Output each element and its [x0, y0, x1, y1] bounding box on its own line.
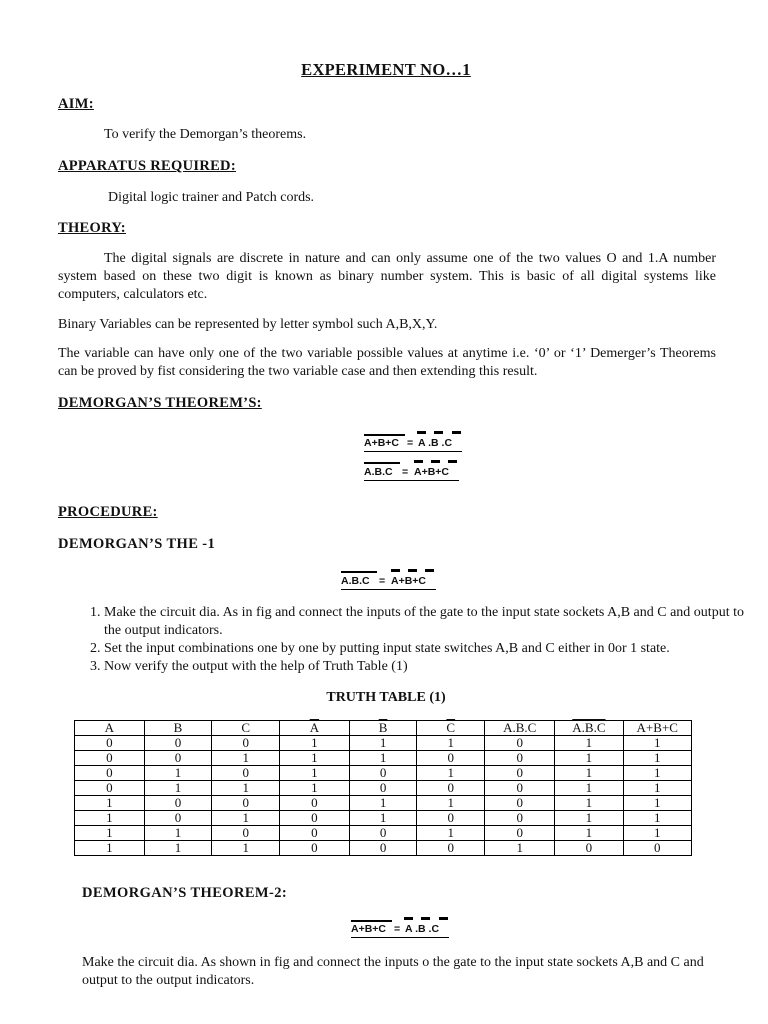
- table-cell: 1: [349, 751, 417, 766]
- procedure-subheading-text: DEMORGAN’S THE -1: [58, 536, 216, 552]
- table-cell: 1: [144, 766, 212, 781]
- table-cell: 1: [417, 736, 485, 751]
- table-cell: 0: [144, 796, 212, 811]
- table-row: [75, 781, 692, 796]
- theorem-2-text: Make the circuit dia. As shown in fig and connect the inputs o the gate to the input state sockets A,B and C and output to the output indicators.: [82, 955, 704, 988]
- table-cell: 1: [280, 736, 350, 751]
- table-row: [75, 736, 692, 751]
- overbar: [439, 917, 448, 920]
- table-cell: 1: [349, 811, 417, 826]
- table-cell: 1: [623, 796, 691, 811]
- overbar: [434, 431, 443, 434]
- table-cell: 1: [417, 766, 485, 781]
- aim-heading: AIM:: [58, 96, 94, 112]
- procedure-step: 1. Make the circuit dia. As in fig and connect the inputs of the gate to the input state sockets A,B and C and output to the output indicators.: [104, 604, 764, 640]
- table-cell: 0: [280, 796, 350, 811]
- table-cell: 0: [212, 766, 280, 781]
- table-cell: 0: [280, 811, 350, 826]
- overbar: [408, 569, 417, 572]
- overbar: [417, 431, 426, 434]
- header-label: A.B.C: [572, 720, 606, 735]
- table-cell: 0: [75, 751, 145, 766]
- equation-rhs: A .B .C: [405, 923, 440, 935]
- table-cell: 1: [75, 811, 145, 826]
- table-cell: 0: [144, 811, 212, 826]
- table-cell: 0: [144, 736, 212, 751]
- header-label: $\overline{B}$: [378, 720, 388, 735]
- equation-underline: [341, 589, 436, 590]
- table-cell: 1: [417, 826, 485, 841]
- table-cell: 1: [280, 781, 350, 796]
- table-cell: 0: [280, 826, 350, 841]
- table-cell: 0: [485, 766, 555, 781]
- table-cell: 0: [75, 781, 145, 796]
- procedure-step: 3. Now verify the output with the help of Truth Table (1): [104, 658, 764, 676]
- theorems-heading: DEMORGAN’S THEOREM’S:: [58, 395, 262, 411]
- table-cell: 1: [280, 751, 350, 766]
- truth-table-caption: TRUTH TABLE (1): [326, 690, 446, 705]
- table-cell: 1: [555, 736, 623, 751]
- table-cell: 1: [280, 766, 350, 781]
- theorem-2-heading: DEMORGAN’S THEOREM-2:: [82, 885, 288, 901]
- table-cell: 0: [212, 796, 280, 811]
- table-row: [75, 796, 692, 811]
- table-cell: 1: [555, 781, 623, 796]
- table-cell: 0: [417, 751, 485, 766]
- table-cell: 1: [144, 841, 212, 856]
- theory-paragraph-1: The digital signals are discrete in nature and can only assume one of the two values O and 1.A number system based on these two digit is known as binary number system. This is basic of all digital systems like computers, calculators etc.: [58, 251, 716, 302]
- table-cell: 1: [555, 811, 623, 826]
- table-cell: 1: [212, 751, 280, 766]
- overbar: [351, 920, 392, 922]
- equals-sign: =: [394, 923, 401, 935]
- table-cell: 0: [485, 811, 555, 826]
- table-cell: 1: [555, 766, 623, 781]
- table-cell: 1: [555, 826, 623, 841]
- overbar: [364, 434, 405, 436]
- procedure-steps: [58, 604, 764, 676]
- overbar: [414, 460, 423, 463]
- table-header-row: [75, 721, 692, 736]
- table-cell: 0: [485, 736, 555, 751]
- column-header-b: [144, 721, 212, 736]
- table-cell: 0: [349, 766, 417, 781]
- table-cell: 1: [623, 826, 691, 841]
- table-cell: 0: [417, 841, 485, 856]
- theory-paragraph-3: The variable can have only one of the two variable possible values at anytime i.e. ‘0’ or ‘1’ Demerger’s Theorems can be proved by fist considering the two variable case and then extending this result.: [58, 346, 716, 379]
- column-header-c-complement: [417, 721, 485, 736]
- table-cell: 0: [280, 841, 350, 856]
- column-header-a-complement: [280, 721, 350, 736]
- equation-lhs: A+B+C: [364, 437, 400, 449]
- overbar: [452, 431, 461, 434]
- header-label: A.B.C: [503, 720, 537, 735]
- table-cell: 0: [349, 826, 417, 841]
- overbar: [431, 460, 440, 463]
- table-cell: 1: [349, 796, 417, 811]
- table-cell: 0: [623, 841, 691, 856]
- table-cell: 1: [485, 841, 555, 856]
- theory-heading: THEORY:: [58, 220, 126, 236]
- table-cell: 1: [75, 796, 145, 811]
- table-cell: 0: [417, 811, 485, 826]
- table-cell: 1: [623, 811, 691, 826]
- equation-lhs: A.B.C: [364, 466, 393, 478]
- table-cell: 0: [75, 766, 145, 781]
- header-label: $\overline{A}$: [309, 720, 320, 735]
- table-cell: 0: [75, 736, 145, 751]
- equation-rhs: A+B+C: [414, 466, 450, 478]
- header-label: C: [241, 720, 251, 735]
- overbar: [421, 917, 430, 920]
- equation-rhs: A .B .C: [418, 437, 453, 449]
- table-cell: 1: [623, 766, 691, 781]
- procedure-subheading: [58, 536, 215, 553]
- table-cell: 1: [623, 781, 691, 796]
- equation-underline: [364, 451, 462, 452]
- theory-paragraph-2: Binary Variables can be represented by letter symbol such A,B,X,Y.: [58, 317, 438, 332]
- header-label: B: [173, 720, 183, 735]
- column-header-b-complement: [349, 721, 417, 736]
- equation-rhs: A+B+C: [391, 575, 427, 587]
- equation-underline: [351, 937, 449, 938]
- procedure-heading: PROCEDURE:: [58, 504, 158, 520]
- procedure-step: 2. Set the input combinations one by one by putting input state switches A,B and C either in 0or 1 state.: [104, 640, 764, 658]
- equals-sign: =: [379, 575, 386, 587]
- column-header-abc: [485, 721, 555, 736]
- equals-sign: =: [407, 437, 414, 449]
- table-cell: 1: [144, 826, 212, 841]
- table-cell: 0: [144, 751, 212, 766]
- table-cell: 1: [75, 826, 145, 841]
- overbar: [391, 569, 400, 572]
- table-cell: 0: [349, 841, 417, 856]
- equation-lhs: A.B.C: [341, 575, 370, 587]
- table-cell: 1: [555, 796, 623, 811]
- table-cell: 1: [75, 841, 145, 856]
- table-row: [75, 841, 692, 856]
- equation-underline: [364, 480, 459, 481]
- column-header-a-plus-b-plus-c: [623, 721, 691, 736]
- header-label: A: [104, 720, 115, 735]
- table-cell: 0: [212, 736, 280, 751]
- table-cell: 0: [485, 781, 555, 796]
- column-header-abc-complement: [555, 721, 623, 736]
- truth-table: [74, 720, 692, 856]
- apparatus-text: Digital logic trainer and Patch cords.: [108, 190, 315, 205]
- overbar: [341, 571, 377, 573]
- aim-text: To verify the Demorgan’s theorems.: [104, 127, 307, 142]
- table-cell: 1: [555, 751, 623, 766]
- table-cell: 1: [212, 811, 280, 826]
- table-cell: 0: [485, 826, 555, 841]
- table-cell: 1: [212, 781, 280, 796]
- table-cell: 0: [485, 751, 555, 766]
- column-header-a: [75, 721, 145, 736]
- equation-lhs: A+B+C: [351, 923, 387, 935]
- table-cell: 0: [349, 781, 417, 796]
- table-cell: 1: [623, 751, 691, 766]
- table-cell: 1: [144, 781, 212, 796]
- overbar: [364, 462, 400, 464]
- table-row: [75, 766, 692, 781]
- table-cell: 1: [623, 736, 691, 751]
- equals-sign: =: [402, 466, 409, 478]
- overbar: [404, 917, 413, 920]
- table-row: [75, 751, 692, 766]
- apparatus-heading: APPARATUS REQUIRED:: [58, 158, 236, 174]
- table-cell: 1: [417, 796, 485, 811]
- overbar: [448, 460, 457, 463]
- column-header-c: [212, 721, 280, 736]
- header-label: A+B+C: [636, 720, 678, 735]
- table-cell: 0: [485, 796, 555, 811]
- table-row: [75, 826, 692, 841]
- table-cell: 1: [212, 841, 280, 856]
- overbar: [425, 569, 434, 572]
- table-cell: 1: [349, 736, 417, 751]
- page-title: EXPERIMENT NO…1: [301, 60, 471, 79]
- header-label: $\overline{C}$: [446, 720, 456, 735]
- table-cell: 0: [555, 841, 623, 856]
- truth-table-body: [75, 736, 692, 856]
- table-cell: 0: [212, 826, 280, 841]
- table-cell: 0: [417, 781, 485, 796]
- table-row: [75, 811, 692, 826]
